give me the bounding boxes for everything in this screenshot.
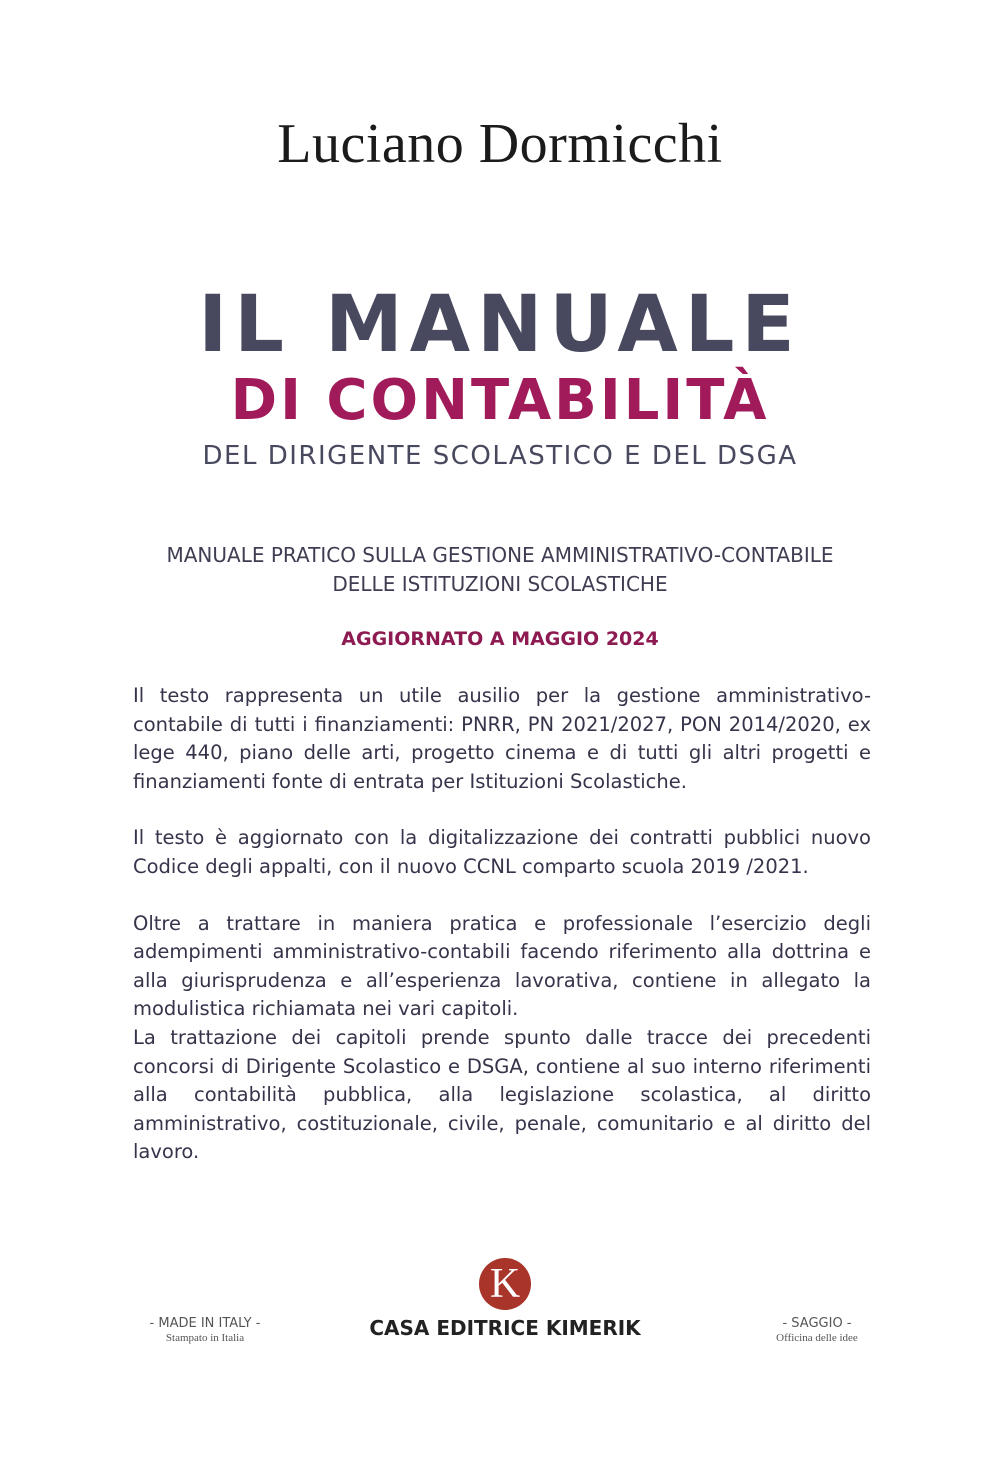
paragraph: La trattazione dei capitoli prende spunto dalle tracce dei precedenti concorsi di Dirigente Scolastico e DSGA, contiene al suo interno riferimenti alla contabilità pubblica, alla legislazione scolastica, al diritto amministrativo, costituzionale, civile, penale, comunitario e al diritto del lavoro. bbox=[133, 1025, 871, 1164]
subtitle-line-2: DELLE ISTITUZIONI SCOLASTICHE bbox=[332, 572, 668, 596]
subtitle-line-1: MANUALE PRATICO SULLA GESTIONE AMMINISTRATIVO-CONTABILE bbox=[166, 543, 834, 567]
series-label bbox=[752, 1317, 882, 1345]
series-subtitle: Officina delle idee bbox=[776, 1332, 858, 1344]
printed-in-italy: Stampato in Italia bbox=[165, 1332, 245, 1344]
made-in-italy-label: - MADE IN ITALY - bbox=[149, 1316, 261, 1331]
updated-note: AGGIORNATO A MAGGIO 2024 bbox=[341, 628, 659, 650]
author-name: Luciano Dormicchi bbox=[277, 113, 723, 175]
saggio-label: - SAGGIO - bbox=[782, 1316, 852, 1331]
made-in-italy bbox=[130, 1317, 280, 1345]
title-line-3: DEL DIRIGENTE SCOLASTICO E DEL DSGA bbox=[202, 441, 798, 471]
paragraph: Oltre a trattare in maniera pratica e professionale l’esercizio degli adempimenti amministrativo-contabili facendo riferimento alla dottrina e alla giurisprudenza e all’esperienza lavorativa, contiene in allegato la modulistica richiamata nei vari capitoli. bbox=[133, 911, 871, 1021]
title-line-2: DI CONTABILITÀ bbox=[230, 368, 770, 433]
title-line-1: IL MANUALE bbox=[198, 280, 802, 370]
subtitle bbox=[0, 541, 1000, 599]
publisher-name: CASA EDITRICE KIMERIK bbox=[369, 1316, 641, 1340]
description bbox=[133, 682, 871, 1167]
paragraph: Il testo rappresenta un utile ausilio per la gestione amministrativo-contabile di tutti i finanziamenti: PNRR, PN 2021/2027, PON 2014/2020, ex lege 440, piano delle arti, progetto cinema e di tutti gli altri progetti e finanziamenti fonte di entrata per Istituzioni Scolastiche. bbox=[133, 684, 871, 793]
paragraph: Il testo è aggiornato con la digitalizzazione dei contratti pubblici nuovo Codice degli appalti, con il nuovo CCNL comparto scuola 2019 /2021. bbox=[133, 826, 871, 878]
publisher-logo-icon: K bbox=[479, 1258, 531, 1310]
